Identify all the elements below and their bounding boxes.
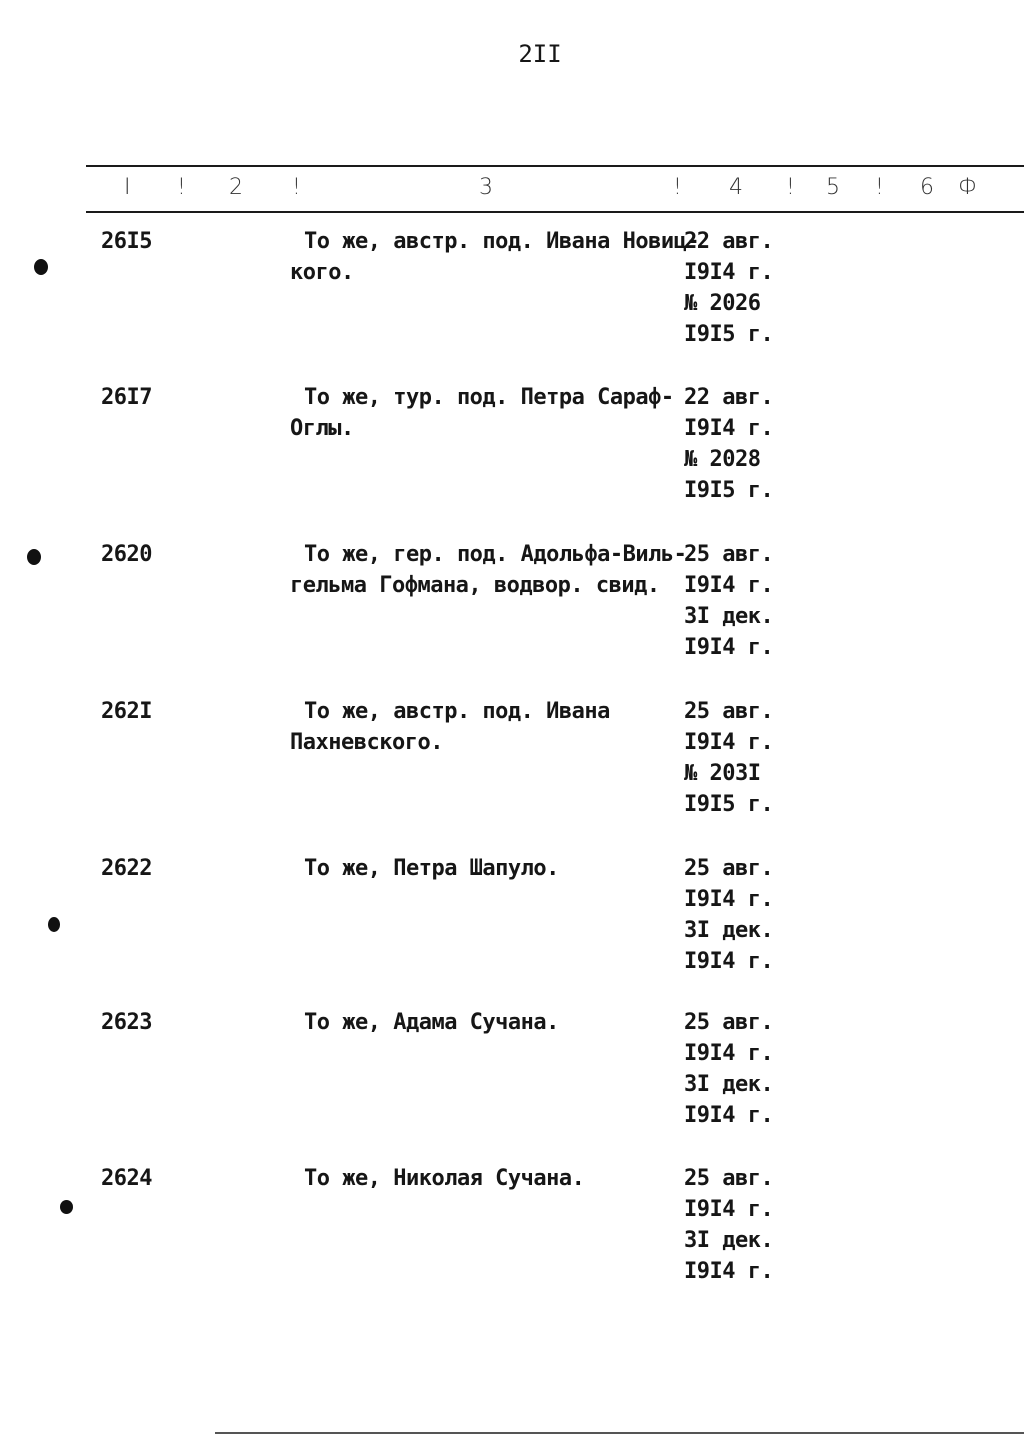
date-line: 3I дек.	[684, 918, 774, 943]
header-separator: !	[786, 175, 795, 200]
record-number: 2624	[101, 1166, 152, 1191]
record-dates	[684, 853, 773, 977]
table-row	[0, 853, 1024, 1003]
record-number: 262I	[101, 699, 152, 724]
record-number: 2623	[101, 1010, 152, 1035]
punch-hole-icon	[60, 1200, 73, 1214]
description-line: То же, Адама Сучана.	[304, 1010, 559, 1035]
header-col-5: 5	[826, 175, 840, 200]
date-line: I9I4 г.	[684, 1103, 774, 1128]
description-line: То же, Петра Шапуло.	[304, 856, 559, 881]
record-description	[290, 1163, 700, 1194]
date-line: I9I4 г.	[684, 1041, 774, 1066]
punch-hole-icon	[27, 549, 41, 565]
date-line: I9I4 г.	[684, 730, 774, 755]
description-line: кого.	[290, 260, 354, 285]
table-row	[0, 696, 1024, 846]
record-number: 2620	[101, 542, 152, 567]
page-number: 2II	[518, 40, 562, 68]
description-line: То же, тур. под. Петра Сараф-	[304, 385, 674, 410]
header-col-2: 2	[229, 175, 243, 200]
date-line: I9I5 г.	[684, 478, 774, 503]
header-separator: !	[875, 175, 884, 200]
table-row	[0, 1163, 1024, 1313]
date-line: 25 авг.	[684, 1166, 774, 1191]
header-separator: !	[673, 175, 682, 200]
record-number: 26I5	[101, 229, 152, 254]
date-line: I9I4 г.	[684, 887, 774, 912]
date-line: 22 авг.	[684, 229, 774, 254]
header-separator: !	[292, 175, 301, 200]
record-dates	[684, 1163, 773, 1287]
header-col-6: 6	[920, 175, 934, 200]
record-description	[290, 1007, 700, 1038]
page-bottom-rule	[215, 1432, 1024, 1434]
punch-hole-icon	[34, 259, 48, 275]
table-row	[0, 1007, 1024, 1157]
description-line: гельма Гофмана, водвор. свид.	[290, 573, 660, 598]
date-line: I9I4 г.	[684, 949, 774, 974]
header-col-1: I	[124, 175, 131, 200]
date-line: 25 авг.	[684, 856, 774, 881]
record-dates	[684, 1007, 773, 1131]
table-header	[0, 175, 1024, 205]
table-row	[0, 226, 1024, 376]
date-line: I9I4 г.	[684, 1259, 774, 1284]
record-description	[290, 853, 700, 884]
record-number: 2622	[101, 856, 152, 881]
description-line: Оглы.	[290, 416, 354, 441]
record-dates	[684, 226, 773, 350]
header-end-mark: Ф	[958, 175, 977, 200]
table-row	[0, 382, 1024, 532]
record-dates	[684, 696, 773, 820]
table-header-rule	[86, 211, 1024, 213]
date-line: I9I5 г.	[684, 322, 774, 347]
punch-hole-icon	[48, 917, 60, 932]
date-line: 22 авг.	[684, 385, 774, 410]
description-line: То же, Николая Сучана.	[304, 1166, 585, 1191]
date-line: № 203I	[684, 761, 761, 786]
date-line: I9I5 г.	[684, 792, 774, 817]
description-line: То же, австр. под. Ивана Новиц-	[304, 229, 700, 254]
description-line: То же, австр. под. Ивана	[304, 699, 610, 724]
date-line: I9I4 г.	[684, 416, 774, 441]
record-description	[290, 226, 700, 288]
date-line: 3I дек.	[684, 1072, 774, 1097]
date-line: 25 авг.	[684, 542, 774, 567]
table-top-rule	[86, 165, 1024, 167]
header-col-3: 3	[479, 175, 493, 200]
record-description	[290, 539, 700, 601]
date-line: № 2026	[684, 291, 761, 316]
description-line: То же, гер. под. Адольфа-Виль-	[304, 542, 687, 567]
record-number: 26I7	[101, 385, 152, 410]
record-description	[290, 696, 700, 758]
header-separator: !	[177, 175, 186, 200]
date-line: 3I дек.	[684, 604, 774, 629]
date-line: 25 авг.	[684, 1010, 774, 1035]
table-row	[0, 539, 1024, 689]
record-dates	[684, 539, 773, 663]
record-dates	[684, 382, 773, 506]
header-col-4: 4	[729, 175, 743, 200]
description-line: Пахневского.	[290, 730, 443, 755]
date-line: № 2028	[684, 447, 761, 472]
date-line: I9I4 г.	[684, 260, 774, 285]
date-line: 25 авг.	[684, 699, 774, 724]
date-line: I9I4 г.	[684, 573, 774, 598]
date-line: I9I4 г.	[684, 1197, 774, 1222]
record-description	[290, 382, 700, 444]
date-line: I9I4 г.	[684, 635, 774, 660]
date-line: 3I дек.	[684, 1228, 774, 1253]
